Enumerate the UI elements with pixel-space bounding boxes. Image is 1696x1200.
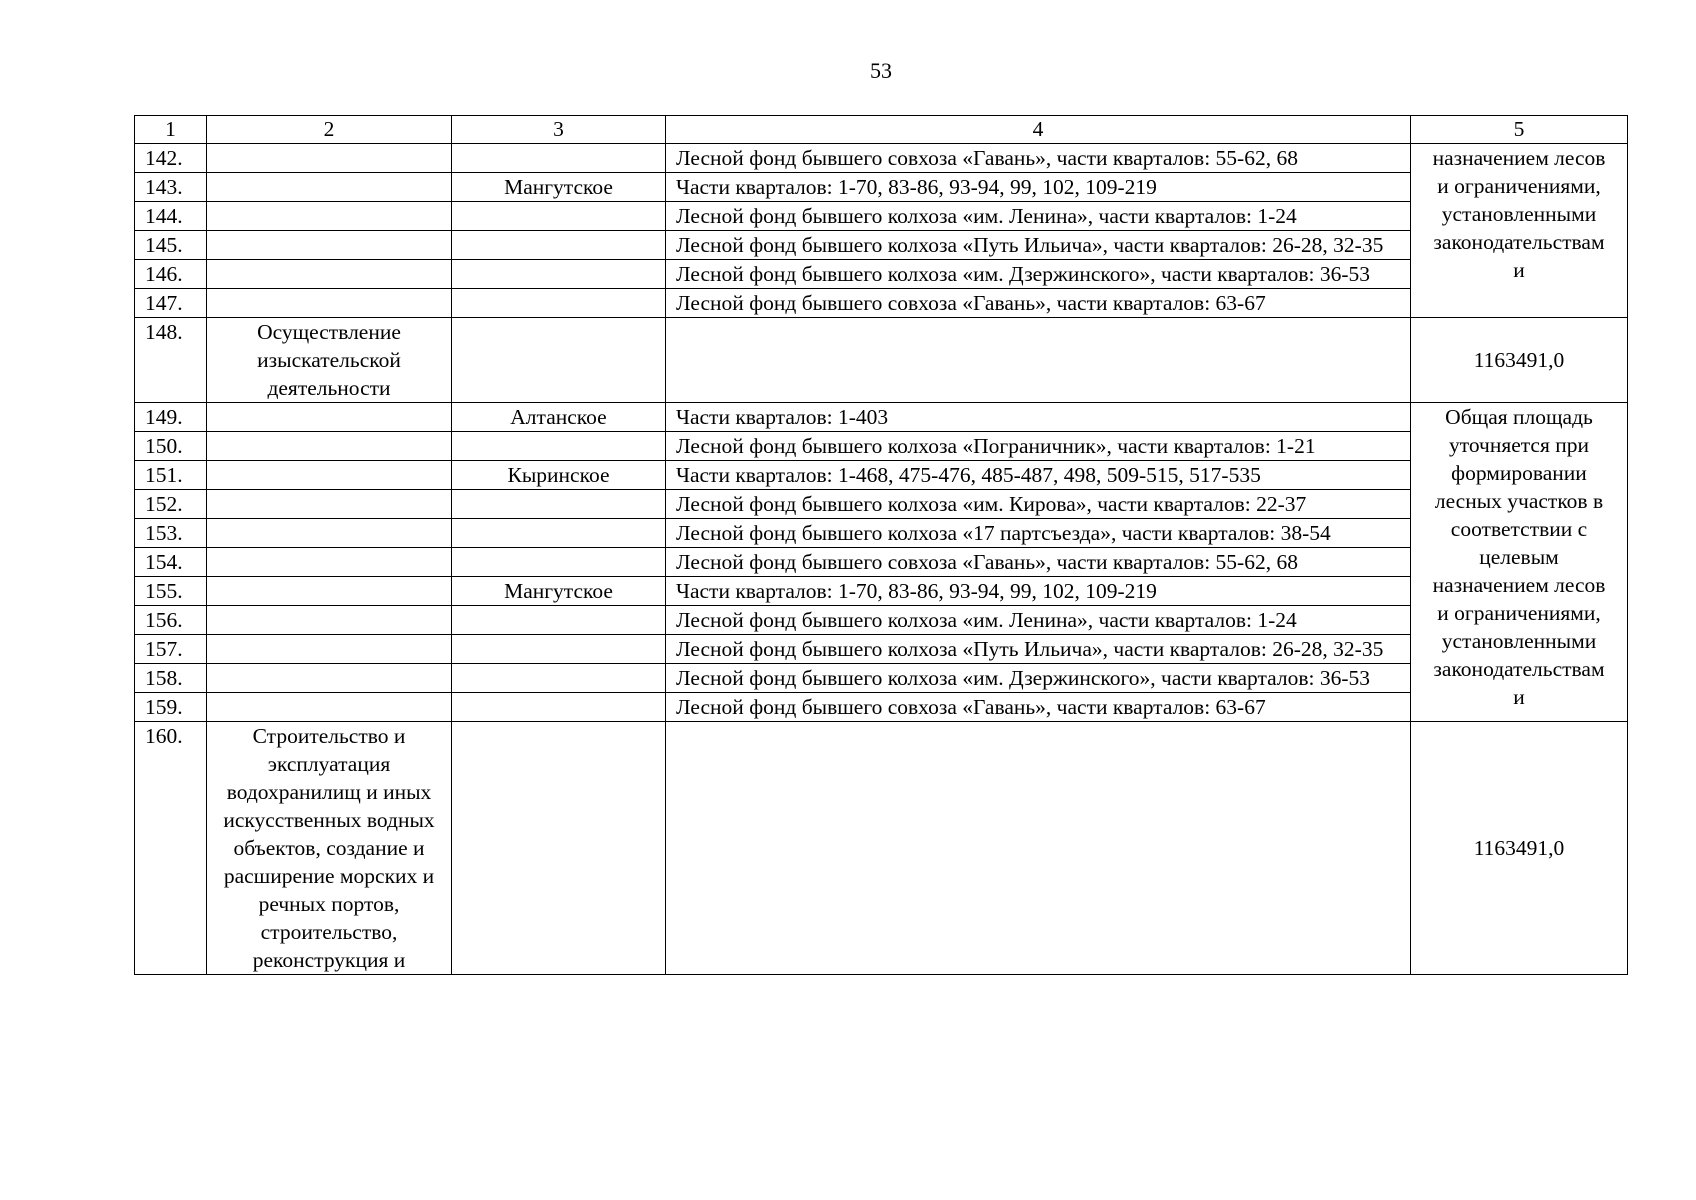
quarters-cell	[666, 722, 1411, 975]
quarters-cell: Лесной фонд бывшего совхоза «Гавань», части кварталов: 63-67	[666, 693, 1411, 722]
row-number: 148.	[135, 318, 207, 403]
row-number: 144.	[135, 202, 207, 231]
forestry-cell	[452, 664, 666, 693]
forestry-cell: Мангутское	[452, 173, 666, 202]
note-line: формировании	[1451, 461, 1587, 485]
row-number: 152.	[135, 490, 207, 519]
quarters-cell: Части кварталов: 1-403	[666, 403, 1411, 432]
header-cell: 3	[452, 116, 666, 144]
forestry-cell	[452, 144, 666, 173]
forestry-cell	[452, 202, 666, 231]
forestry-cell	[452, 722, 666, 975]
forestry-cell	[452, 231, 666, 260]
activity-cell	[207, 432, 452, 461]
forestry-cell	[452, 318, 666, 403]
quarters-cell: Лесной фонд бывшего колхоза «им. Ленина», части кварталов: 1-24	[666, 606, 1411, 635]
forestry-cell	[452, 432, 666, 461]
row-number: 151.	[135, 461, 207, 490]
row-number: 153.	[135, 519, 207, 548]
activity-cell	[207, 693, 452, 722]
area-note-cell	[1411, 144, 1628, 318]
table-row	[135, 289, 1628, 318]
activity-cell	[207, 144, 452, 173]
area-value-cell: 1163491,0	[1411, 722, 1628, 975]
row-number: 145.	[135, 231, 207, 260]
page-number: 53	[870, 58, 892, 83]
forestry-cell	[452, 519, 666, 548]
table-row	[135, 231, 1628, 260]
table-row	[135, 722, 1628, 975]
table-row	[135, 606, 1628, 635]
row-number: 155.	[135, 577, 207, 606]
quarters-cell: Части кварталов: 1-70, 83-86, 93-94, 99, 102, 109-219	[666, 173, 1411, 202]
table-row	[135, 519, 1628, 548]
note-line: установленными	[1441, 629, 1597, 653]
area-value-cell: 1163491,0	[1411, 318, 1628, 403]
table-header-row	[135, 116, 1628, 144]
quarters-cell: Лесной фонд бывшего колхоза «Путь Ильича», части кварталов: 26-28, 32-35	[666, 635, 1411, 664]
header-cell: 2	[207, 116, 452, 144]
table-row	[135, 664, 1628, 693]
forestry-cell	[452, 260, 666, 289]
note-line: назначением лесов	[1432, 573, 1606, 597]
table-row	[135, 461, 1628, 490]
note-line: и	[1513, 685, 1525, 709]
table-row	[135, 635, 1628, 664]
quarters-cell: Лесной фонд бывшего колхоза «Пограничник», части кварталов: 1-21	[666, 432, 1411, 461]
table-row	[135, 577, 1628, 606]
row-number: 159.	[135, 693, 207, 722]
activity-cell	[207, 461, 452, 490]
note-line: установленными	[1441, 202, 1597, 226]
activity-cell: Строительство и эксплуатация водохранилищ и иных искусственных водных объектов, создание и расширение морских и речных портов, строительство, реконструкция и	[207, 722, 452, 975]
table-row	[135, 144, 1628, 173]
row-number: 147.	[135, 289, 207, 318]
row-number: 157.	[135, 635, 207, 664]
forestry-cell: Мангутское	[452, 577, 666, 606]
quarters-cell: Лесной фонд бывшего колхоза «Путь Ильича», части кварталов: 26-28, 32-35	[666, 231, 1411, 260]
activity-cell	[207, 289, 452, 318]
table-row	[135, 202, 1628, 231]
table-row	[135, 260, 1628, 289]
activity-cell	[207, 548, 452, 577]
note-line: уточняется при	[1448, 433, 1590, 457]
row-number: 150.	[135, 432, 207, 461]
note-line: целевым	[1479, 545, 1559, 569]
forestry-cell	[452, 490, 666, 519]
note-line: назначением лесов	[1432, 146, 1606, 170]
area-note-cell	[1411, 403, 1628, 722]
activity-cell	[207, 635, 452, 664]
row-number: 156.	[135, 606, 207, 635]
forestry-cell	[452, 548, 666, 577]
activity-cell	[207, 664, 452, 693]
note-line: и	[1513, 258, 1525, 282]
quarters-cell: Лесной фонд бывшего колхоза «им. Ленина», части кварталов: 1-24	[666, 202, 1411, 231]
quarters-cell	[666, 318, 1411, 403]
header-cell: 4	[666, 116, 1411, 144]
table-row	[135, 548, 1628, 577]
note-line: Общая площадь	[1445, 405, 1593, 429]
row-number: 142.	[135, 144, 207, 173]
quarters-cell: Лесной фонд бывшего совхоза «Гавань», части кварталов: 55-62, 68	[666, 548, 1411, 577]
row-number: 154.	[135, 548, 207, 577]
forestry-cell	[452, 693, 666, 722]
quarters-cell: Части кварталов: 1-468, 475-476, 485-487, 498, 509-515, 517-535	[666, 461, 1411, 490]
row-number: 149.	[135, 403, 207, 432]
table-row	[135, 693, 1628, 722]
activity-cell	[207, 260, 452, 289]
forestry-cell	[452, 635, 666, 664]
row-number: 143.	[135, 173, 207, 202]
forest-table	[134, 115, 1628, 975]
note-line: законодательствам	[1433, 230, 1605, 254]
note-line: законодательствам	[1433, 657, 1605, 681]
note-line: и ограничениями,	[1437, 174, 1601, 198]
quarters-cell: Лесной фонд бывшего колхоза «17 партсъезда», части кварталов: 38-54	[666, 519, 1411, 548]
note-line: лесных участков в	[1434, 489, 1604, 513]
row-number: 146.	[135, 260, 207, 289]
header-cell: 1	[135, 116, 207, 144]
table-row	[135, 490, 1628, 519]
quarters-cell: Лесной фонд бывшего колхоза «им. Дзержинского», части кварталов: 36-53	[666, 664, 1411, 693]
quarters-cell: Лесной фонд бывшего совхоза «Гавань», части кварталов: 63-67	[666, 289, 1411, 318]
table-row	[135, 318, 1628, 403]
forestry-cell: Алтанское	[452, 403, 666, 432]
table-row	[135, 403, 1628, 432]
table-row	[135, 432, 1628, 461]
activity-cell	[207, 202, 452, 231]
activity-cell	[207, 173, 452, 202]
quarters-cell: Лесной фонд бывшего совхоза «Гавань», части кварталов: 55-62, 68	[666, 144, 1411, 173]
activity-cell	[207, 403, 452, 432]
forestry-cell	[452, 289, 666, 318]
table-row	[135, 173, 1628, 202]
note-line: и ограничениями,	[1437, 601, 1601, 625]
header-cell: 5	[1411, 116, 1628, 144]
activity-cell: Осуществление изыскательской деятельности	[207, 318, 452, 403]
quarters-cell: Части кварталов: 1-70, 83-86, 93-94, 99, 102, 109-219	[666, 577, 1411, 606]
activity-cell	[207, 577, 452, 606]
activity-cell	[207, 606, 452, 635]
quarters-cell: Лесной фонд бывшего колхоза «им. Кирова», части кварталов: 22-37	[666, 490, 1411, 519]
row-number: 160.	[135, 722, 207, 975]
activity-cell	[207, 490, 452, 519]
activity-cell	[207, 231, 452, 260]
row-number: 158.	[135, 664, 207, 693]
note-line: соответствии с	[1450, 517, 1588, 541]
activity-cell	[207, 519, 452, 548]
forestry-cell: Кыринское	[452, 461, 666, 490]
quarters-cell: Лесной фонд бывшего колхоза «им. Дзержинского», части кварталов: 36-53	[666, 260, 1411, 289]
forestry-cell	[452, 606, 666, 635]
